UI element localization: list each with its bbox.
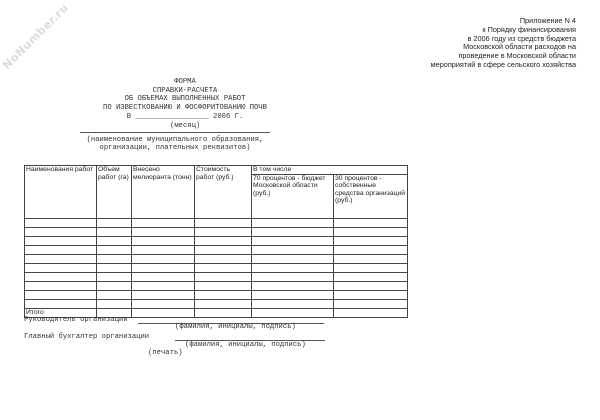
table-cell[interactable] — [195, 308, 252, 317]
table-cell[interactable] — [195, 263, 252, 272]
table-row — [25, 227, 408, 236]
table-cell[interactable] — [195, 299, 252, 308]
table-cell[interactable] — [132, 245, 195, 254]
title-line: СПРАВКИ-РАСЧЕТА — [152, 86, 218, 95]
table-cell[interactable] — [25, 281, 97, 290]
table-cell[interactable] — [25, 272, 97, 281]
table-row — [25, 263, 408, 272]
table-cell[interactable] — [25, 263, 97, 272]
table-cell[interactable] — [195, 254, 252, 263]
table-cell[interactable] — [195, 218, 252, 227]
period-line: В _________________ 2006 Г. — [126, 112, 244, 121]
table-cell[interactable] — [97, 290, 132, 299]
table-cell[interactable] — [195, 281, 252, 290]
head-signature-hint: (фамилия, инициалы, подпись) — [175, 323, 296, 331]
table-cell[interactable] — [132, 254, 195, 263]
table-cell[interactable] — [97, 299, 132, 308]
table-cell[interactable] — [25, 254, 97, 263]
table-cell[interactable] — [252, 263, 334, 272]
table-cell[interactable] — [252, 299, 334, 308]
table-row — [25, 281, 408, 290]
watermark-text: NoNumber.ru — [0, 1, 72, 72]
col-header-ameliorant: Внесено мелиоранта (тонн) — [132, 166, 195, 219]
appendix-line: Московской области расходов на — [463, 42, 576, 52]
table-cell[interactable] — [252, 290, 334, 299]
appendix-line: Приложение N 4 — [519, 16, 576, 25]
col-header-70-percent: 70 процентов - бюджет Московской области (руб.) — [252, 174, 334, 218]
municipality-hint-line: (наименование муниципального образования, — [86, 136, 264, 144]
table-cell[interactable] — [97, 272, 132, 281]
table-row — [25, 254, 408, 263]
table-cell[interactable] — [97, 218, 132, 227]
col-header-volume: Объем работ (га) — [97, 166, 132, 219]
accountant-signature-hint: (фамилия, инициалы, подпись) — [185, 341, 306, 349]
appendix-line: в 2006 году из средств бюджета — [467, 33, 576, 43]
col-header-including: В том числе — [252, 166, 408, 175]
table-cell[interactable] — [25, 290, 97, 299]
total-label: Итого — [25, 308, 97, 317]
table-cell[interactable] — [132, 218, 195, 227]
form-title — [60, 78, 310, 122]
table-cell[interactable] — [334, 254, 408, 263]
table-cell[interactable] — [132, 236, 195, 245]
appendix-line: проведение в Московской области — [458, 51, 576, 61]
table-cell[interactable] — [97, 227, 132, 236]
table-cell[interactable] — [334, 299, 408, 308]
col-header-cost: Стоимость работ (руб.) — [195, 166, 252, 219]
table-cell[interactable] — [97, 254, 132, 263]
municipality-hint — [80, 136, 270, 152]
table-row — [25, 290, 408, 299]
table-cell[interactable] — [334, 245, 408, 254]
table-cell[interactable] — [132, 308, 195, 317]
title-line: ПО ИЗВЕСТКОВАНИЮ И ФОСФОРИТОВАНИЮ ПОЧВ — [103, 104, 267, 113]
table-cell[interactable] — [195, 272, 252, 281]
table-cell[interactable] — [334, 263, 408, 272]
table-cell[interactable] — [25, 245, 97, 254]
stamp-placeholder: (печать) — [148, 349, 183, 357]
table-cell[interactable] — [334, 272, 408, 281]
table-cell[interactable] — [97, 281, 132, 290]
table-cell[interactable] — [334, 281, 408, 290]
accountant-signature-label: Главный бухгалтер организации — [24, 333, 150, 341]
table-cell[interactable] — [252, 281, 334, 290]
table-cell[interactable] — [252, 254, 334, 263]
works-table — [24, 165, 408, 318]
table-cell[interactable] — [195, 245, 252, 254]
table-cell[interactable] — [97, 263, 132, 272]
table-row — [25, 299, 408, 308]
table-cell[interactable] — [334, 227, 408, 236]
table-cell[interactable] — [334, 308, 408, 317]
appendix-line: к Порядку финансирования — [482, 24, 576, 34]
table-cell[interactable] — [132, 263, 195, 272]
table-cell[interactable] — [132, 227, 195, 236]
table-cell[interactable] — [334, 236, 408, 245]
form-label: ФОРМА — [174, 78, 196, 86]
table-body — [25, 218, 408, 317]
table-cell[interactable] — [252, 272, 334, 281]
table-row — [25, 218, 408, 227]
table-cell[interactable] — [195, 227, 252, 236]
table-cell[interactable] — [252, 245, 334, 254]
table-cell[interactable] — [25, 236, 97, 245]
title-line: ОБ ОБЪЕМАХ ВЫПОЛНЕННЫХ РАБОТ — [124, 95, 246, 104]
month-hint: (месяц) — [170, 122, 201, 130]
table-cell[interactable] — [25, 218, 97, 227]
table-cell[interactable] — [334, 218, 408, 227]
table-cell[interactable] — [25, 299, 97, 308]
municipality-hint-line: организации, плательных реквизитов) — [99, 144, 251, 152]
appendix-line: мероприятий в сфере сельского хозяйства — [430, 59, 576, 69]
municipality-field-line — [80, 132, 270, 133]
col-header-30-percent: 30 процентов - собственные средства организаций (руб.) — [334, 174, 408, 218]
appendix-note — [376, 17, 576, 70]
table-row — [25, 272, 408, 281]
table-cell[interactable] — [334, 290, 408, 299]
table-cell[interactable] — [252, 308, 334, 317]
table-cell[interactable] — [252, 218, 334, 227]
table-cell[interactable] — [132, 290, 195, 299]
table-cell[interactable] — [97, 245, 132, 254]
table-cell[interactable] — [195, 290, 252, 299]
table-cell[interactable] — [97, 236, 132, 245]
table-cell[interactable] — [195, 236, 252, 245]
table-cell[interactable] — [132, 281, 195, 290]
col-header-name: Наименования работ — [25, 166, 97, 219]
table-row — [25, 245, 408, 254]
table-cell[interactable] — [132, 299, 195, 308]
table-cell[interactable] — [252, 227, 334, 236]
table-cell[interactable] — [132, 272, 195, 281]
table-cell[interactable] — [252, 236, 334, 245]
table-row — [25, 236, 408, 245]
table-cell[interactable] — [25, 227, 97, 236]
head-signature-label: Руководитель организации — [24, 316, 128, 324]
